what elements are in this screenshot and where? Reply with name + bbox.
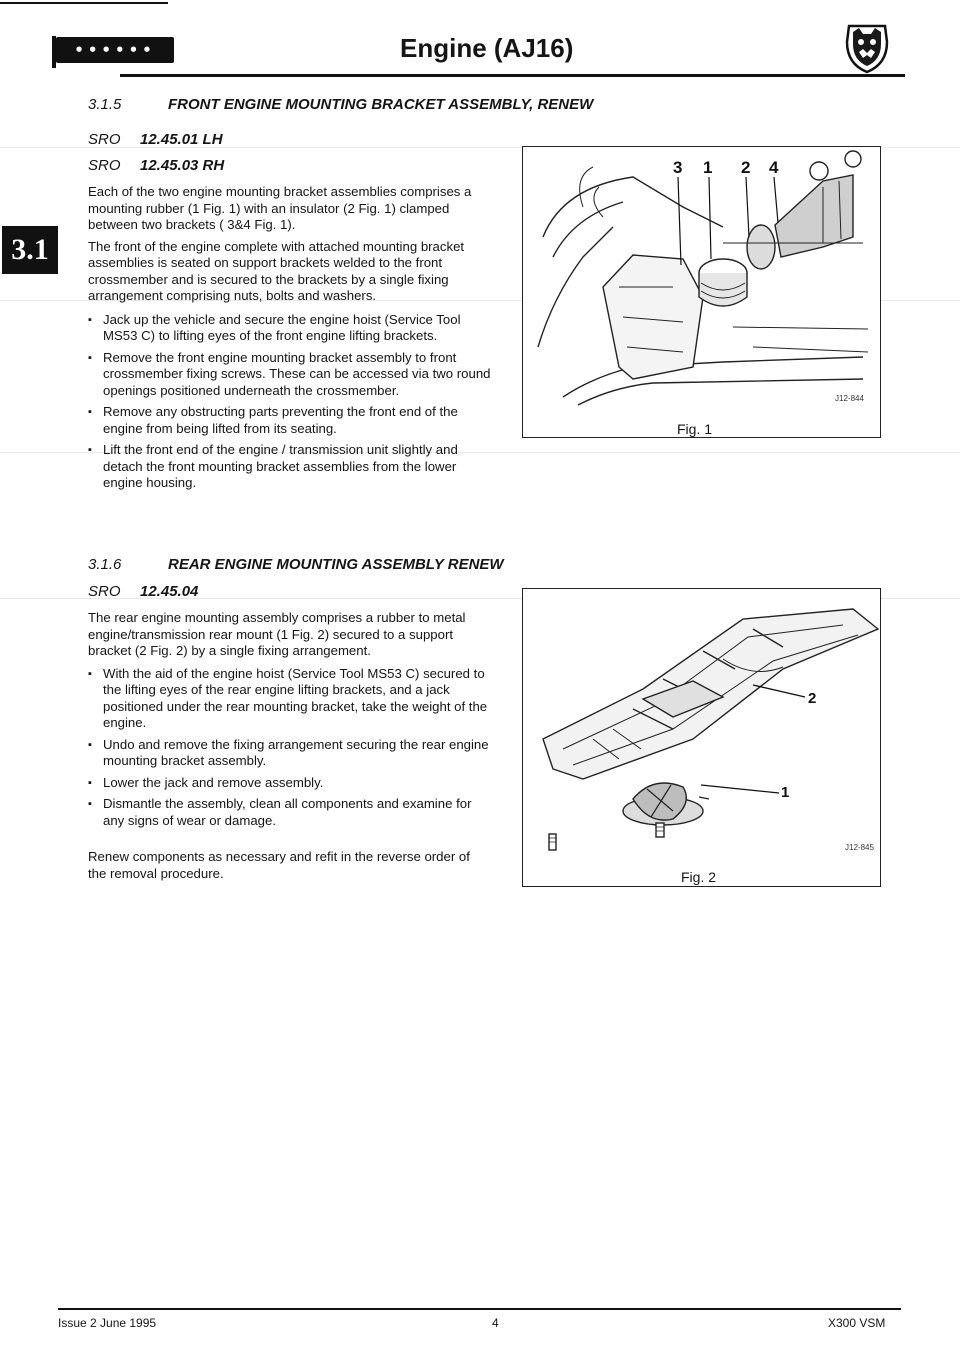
procedure-step: ▪ Jack up the vehicle and secure the engine hoist (Service Tool MS53 C) to lifting eyes of the front engine lifting brackets. (88, 312, 491, 345)
section-number: 3.1.5 (88, 96, 122, 113)
top-edge-rule (0, 2, 168, 4)
sro-code: 12.45.03 RH (140, 157, 225, 174)
procedure-step: ▪ Lower the jack and remove assembly. (88, 775, 491, 792)
callout-label: 1 (781, 784, 790, 801)
callout-label: 1 (703, 158, 713, 177)
paragraph: Renew components as necessary and refit in the reverse order of the removal procedure. (88, 849, 470, 881)
jaguar-logo-icon (843, 22, 891, 74)
section-number: 3.1.6 (88, 556, 122, 573)
figure-reference: J12-845 (845, 843, 874, 852)
paragraph: The rear engine mounting assembly comprises a rubber to metal engine/transmission rear mount (1 Fig. 2) secured to a support bracket (2 Fig. 2) by a single fixing arrangement. (88, 610, 466, 658)
paragraph: Each of the two engine mounting bracket assemblies comprises a mounting rubber (1 Fig. 1) with an insulator (2 Fig. 1) clamped between two brackets ( 3&4 Fig. 1). (88, 184, 472, 232)
procedure-list (88, 666, 491, 830)
procedure-step: ▪ With the aid of the engine hoist (Service Tool MS53 C) secured to the lifting eyes of the rear engine lifting brackets, and a jack positioned under the rear mounting bracket, take the weight of the engine. (88, 666, 491, 732)
procedure-step: ▪ Remove the front engine mounting bracket assembly to front crossmember fixing screws. These can be accessed via two round openings positioned underneath the crossmember. (88, 350, 491, 400)
footer-issue: Issue 2 June 1995 (58, 1316, 157, 1330)
callout-label: 4 (769, 158, 779, 177)
logo-bar (56, 37, 174, 63)
figure-caption: Fig. 2 (681, 869, 717, 885)
section-title: FRONT ENGINE MOUNTING BRACKET ASSEMBLY, RENEW (168, 96, 594, 113)
page-header-title: Engine (AJ16) (400, 33, 574, 63)
callout-label: 3 (673, 158, 683, 177)
paragraph: The front of the engine complete with attached mounting bracket assemblies is seated on support brackets welded to the front crossmember and is secured to the brackets by a single fixing arrangement comprising nuts, bolts and washers. (88, 238, 465, 303)
section-body-316 (88, 610, 491, 882)
header-rule (120, 74, 905, 77)
rear-mount-illustration (523, 589, 880, 857)
front-mount-illustration (523, 147, 880, 409)
logo-dots: •••••• (74, 41, 156, 59)
section-heading-315 (88, 96, 593, 113)
sro-line (88, 583, 198, 600)
figure-1 (522, 146, 881, 438)
sro-label: SRO (88, 157, 121, 174)
section-body-315 (88, 184, 491, 497)
figure-caption: Fig. 1 (677, 421, 713, 437)
page-number: 4 (492, 1316, 499, 1330)
footer-rule (58, 1308, 901, 1310)
figure-2 (522, 588, 881, 887)
section-tab: 3.1 (2, 226, 58, 274)
figure-reference: J12-844 (835, 394, 864, 403)
section-title: REAR ENGINE MOUNTING ASSEMBLY RENEW (168, 556, 504, 573)
section-heading-316 (88, 556, 504, 573)
sro-code: 12.45.01 LH (140, 131, 223, 148)
sro-label: SRO (88, 131, 121, 148)
sro-line (88, 131, 223, 148)
sro-label: SRO (88, 583, 121, 600)
procedure-step: ▪ Undo and remove the fixing arrangement securing the rear engine mounting bracket assembly. (88, 737, 491, 770)
sro-code: 12.45.04 (140, 583, 199, 600)
procedure-step: ▪ Remove any obstructing parts preventing the front end of the engine from being lifted from its seating. (88, 404, 491, 437)
footer-manual: X300 VSM (828, 1316, 886, 1330)
procedure-step: ▪ Dismantle the assembly, clean all components and examine for any signs of wear or damage. (88, 796, 491, 829)
callout-label: 2 (741, 158, 751, 177)
callout-label: 2 (808, 690, 817, 707)
sro-line (88, 157, 224, 174)
procedure-list (88, 312, 491, 492)
procedure-step: ▪ Lift the front end of the engine / transmission unit slightly and detach the front mounting bracket assemblies from the lower engine housing. (88, 442, 491, 492)
